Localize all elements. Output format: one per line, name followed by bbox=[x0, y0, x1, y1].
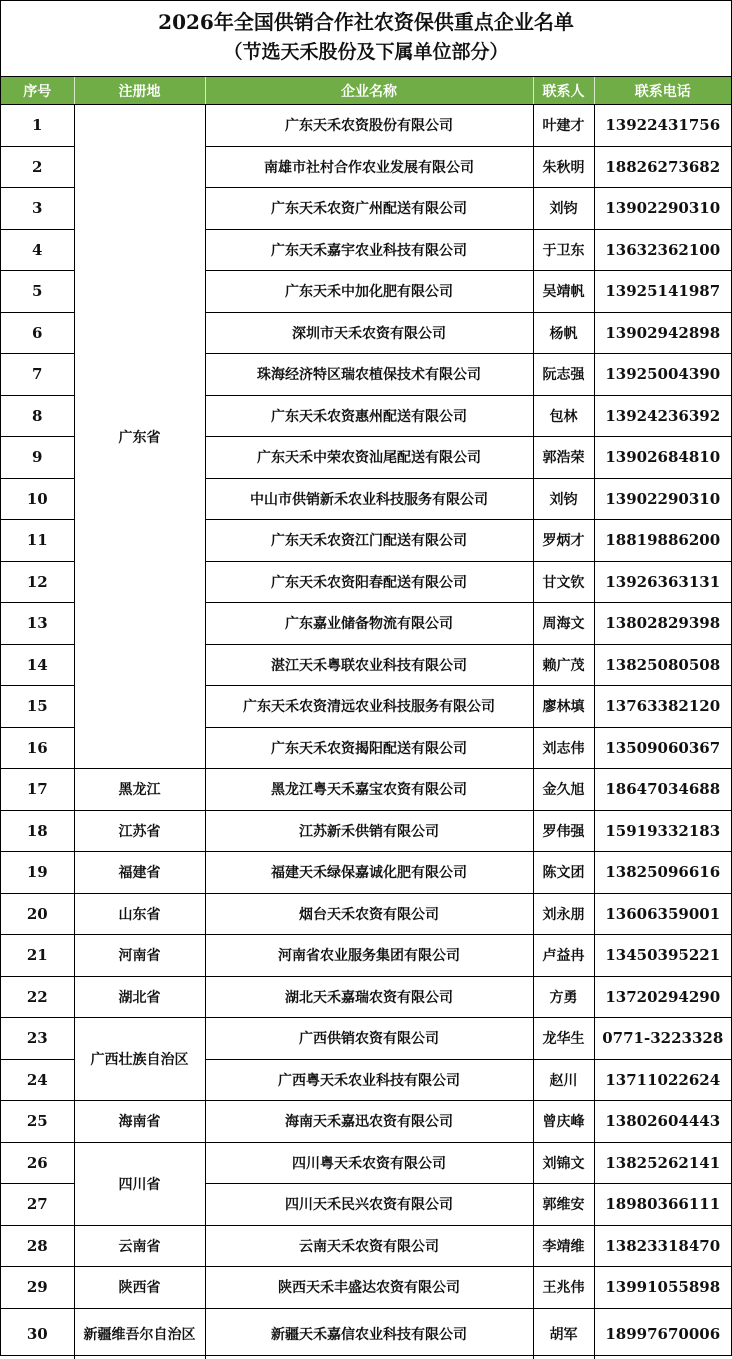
cell-contact[interactable]: 杨帆 bbox=[533, 312, 594, 354]
cell-region[interactable]: 云南省 bbox=[74, 1225, 205, 1267]
cell-company[interactable]: 广西供销农资有限公司 bbox=[205, 1018, 533, 1060]
cell-seq[interactable]: 5 bbox=[1, 271, 74, 313]
cell-company[interactable]: 南雄市社村合作农业发展有限公司 bbox=[205, 146, 533, 188]
header-region[interactable]: 注册地 bbox=[74, 77, 205, 105]
cell-seq[interactable]: 12 bbox=[1, 561, 74, 603]
cell-company[interactable]: 四川粤天禾农资有限公司 bbox=[205, 1142, 533, 1184]
cell-contact[interactable]: 吴靖帆 bbox=[533, 271, 594, 313]
cell-phone[interactable]: 13720294290 bbox=[594, 976, 731, 1018]
cell-seq[interactable]: 21 bbox=[1, 935, 74, 977]
cell-phone[interactable]: 13606359001 bbox=[594, 893, 731, 935]
document-subtitle: （节选天禾股份及下属单位部分） bbox=[223, 41, 509, 63]
table-row bbox=[1, 810, 731, 852]
cell-contact[interactable]: 卢益冉 bbox=[533, 935, 594, 977]
cell-seq[interactable]: 23 bbox=[1, 1018, 74, 1060]
cell-phone[interactable]: 18980366111 bbox=[594, 1184, 731, 1226]
enterprise-table bbox=[1, 77, 731, 1359]
cell-region[interactable]: 山东省 bbox=[74, 893, 205, 935]
cell-phone[interactable]: 13825262141 bbox=[594, 1142, 731, 1184]
cell-phone[interactable]: 13926363131 bbox=[594, 561, 731, 603]
cell-company[interactable]: 江苏新禾供销有限公司 bbox=[205, 810, 533, 852]
table-row bbox=[1, 1018, 731, 1060]
header-row bbox=[1, 77, 731, 105]
cell-contact[interactable]: 于卫东 bbox=[533, 229, 594, 271]
cell-company[interactable]: 广东天禾农资阳春配送有限公司 bbox=[205, 561, 533, 603]
cell-phone[interactable]: 13450395221 bbox=[594, 935, 731, 977]
cell-seq[interactable]: 16 bbox=[1, 727, 74, 769]
cell-company[interactable]: 广东天禾农资清远农业科技服务有限公司 bbox=[205, 686, 533, 728]
cell-company[interactable]: 黑龙江粤天禾嘉宝农资有限公司 bbox=[205, 769, 533, 811]
cell-seq[interactable]: 20 bbox=[1, 893, 74, 935]
cell-seq[interactable]: 13 bbox=[1, 603, 74, 645]
cell-company[interactable]: 广西粤天禾农业科技有限公司 bbox=[205, 1059, 533, 1101]
cell-phone[interactable]: 13902290310 bbox=[594, 478, 731, 520]
cell-contact[interactable]: 郭维安 bbox=[533, 1184, 594, 1226]
cell-phone[interactable]: 13802604443 bbox=[594, 1101, 731, 1143]
cell-seq[interactable]: 17 bbox=[1, 769, 74, 811]
cell-company[interactable]: 新疆天禾嘉信农业科技有限公司 bbox=[205, 1308, 533, 1359]
cell-phone[interactable]: 13823318470 bbox=[594, 1225, 731, 1267]
cell-phone[interactable]: 13902684810 bbox=[594, 437, 731, 479]
cell-contact[interactable]: 李靖维 bbox=[533, 1225, 594, 1267]
header-seq[interactable]: 序号 bbox=[1, 77, 74, 105]
cell-phone[interactable]: 13711022624 bbox=[594, 1059, 731, 1101]
table-row bbox=[1, 1267, 731, 1309]
cell-seq[interactable]: 27 bbox=[1, 1184, 74, 1226]
header-contact[interactable]: 联系人 bbox=[533, 77, 594, 105]
cell-region[interactable]: 湖北省 bbox=[74, 976, 205, 1018]
cell-seq[interactable]: 11 bbox=[1, 520, 74, 562]
cell-region[interactable]: 四川省 bbox=[74, 1142, 205, 1225]
header-company[interactable]: 企业名称 bbox=[205, 77, 533, 105]
cell-phone[interactable]: 13991055898 bbox=[594, 1267, 731, 1309]
cell-company[interactable]: 广东天禾农资广州配送有限公司 bbox=[205, 188, 533, 230]
cell-contact[interactable]: 陈文团 bbox=[533, 852, 594, 894]
cell-phone[interactable]: 13825096616 bbox=[594, 852, 731, 894]
table-row bbox=[1, 1308, 731, 1359]
cell-phone[interactable]: 13825080508 bbox=[594, 644, 731, 686]
cell-seq[interactable]: 8 bbox=[1, 395, 74, 437]
cell-phone[interactable]: 13902290310 bbox=[594, 188, 731, 230]
cell-seq[interactable]: 30 bbox=[1, 1308, 74, 1359]
table-row bbox=[1, 852, 731, 894]
cell-company[interactable]: 广东嘉业储备物流有限公司 bbox=[205, 603, 533, 645]
cell-contact[interactable]: 刘钧 bbox=[533, 188, 594, 230]
cell-seq[interactable]: 29 bbox=[1, 1267, 74, 1309]
cell-phone[interactable]: 13924236392 bbox=[594, 395, 731, 437]
cell-contact[interactable]: 周海文 bbox=[533, 603, 594, 645]
cell-company[interactable]: 海南天禾嘉迅农资有限公司 bbox=[205, 1101, 533, 1143]
cell-company[interactable]: 河南省农业服务集团有限公司 bbox=[205, 935, 533, 977]
cell-seq[interactable]: 15 bbox=[1, 686, 74, 728]
cell-phone[interactable]: 18997670006 bbox=[594, 1308, 731, 1359]
cell-contact[interactable]: 刘永朋 bbox=[533, 893, 594, 935]
cell-seq[interactable]: 26 bbox=[1, 1142, 74, 1184]
cell-company[interactable]: 广东天禾农资惠州配送有限公司 bbox=[205, 395, 533, 437]
table-row bbox=[1, 935, 731, 977]
cell-contact[interactable]: 叶建才 bbox=[533, 105, 594, 147]
cell-contact[interactable]: 曾庆峰 bbox=[533, 1101, 594, 1143]
cell-seq[interactable]: 1 bbox=[1, 105, 74, 147]
cell-contact[interactable]: 刘志伟 bbox=[533, 727, 594, 769]
cell-contact[interactable]: 刘锦文 bbox=[533, 1142, 594, 1184]
cell-company[interactable]: 福建天禾绿保嘉诚化肥有限公司 bbox=[205, 852, 533, 894]
cell-company[interactable]: 深圳市天禾农资有限公司 bbox=[205, 312, 533, 354]
table-row bbox=[1, 769, 731, 811]
cell-company[interactable]: 湛江天禾粤联农业科技有限公司 bbox=[205, 644, 533, 686]
cell-company[interactable]: 云南天禾农资有限公司 bbox=[205, 1225, 533, 1267]
cell-contact[interactable]: 郭浩荣 bbox=[533, 437, 594, 479]
cell-region[interactable]: 新疆维吾尔自治区 bbox=[74, 1308, 205, 1359]
cell-region[interactable]: 河南省 bbox=[74, 935, 205, 977]
cell-company[interactable]: 四川天禾民兴农资有限公司 bbox=[205, 1184, 533, 1226]
cell-region[interactable]: 广西壮族自治区 bbox=[74, 1018, 205, 1101]
cell-phone[interactable]: 18819886200 bbox=[594, 520, 731, 562]
cell-phone[interactable]: 18826273682 bbox=[594, 146, 731, 188]
cell-contact[interactable]: 金久旭 bbox=[533, 769, 594, 811]
cell-company[interactable]: 烟台天禾农资有限公司 bbox=[205, 893, 533, 935]
cell-contact[interactable]: 方勇 bbox=[533, 976, 594, 1018]
cell-contact[interactable]: 廖林填 bbox=[533, 686, 594, 728]
cell-company[interactable]: 广东天禾中加化肥有限公司 bbox=[205, 271, 533, 313]
cell-phone[interactable]: 13509060367 bbox=[594, 727, 731, 769]
cell-company[interactable]: 广东天禾农资江门配送有限公司 bbox=[205, 520, 533, 562]
header-phone[interactable]: 联系电话 bbox=[594, 77, 731, 105]
cell-seq[interactable]: 10 bbox=[1, 478, 74, 520]
cell-contact[interactable]: 朱秋明 bbox=[533, 146, 594, 188]
cell-seq[interactable]: 3 bbox=[1, 188, 74, 230]
cell-company[interactable]: 广东天禾嘉宇农业科技有限公司 bbox=[205, 229, 533, 271]
cell-phone[interactable]: 13925141987 bbox=[594, 271, 731, 313]
cell-contact[interactable]: 王兆伟 bbox=[533, 1267, 594, 1309]
cell-company[interactable]: 陕西天禾丰盛达农资有限公司 bbox=[205, 1267, 533, 1309]
cell-company[interactable]: 广东天禾农资股份有限公司 bbox=[205, 105, 533, 147]
cell-seq[interactable]: 28 bbox=[1, 1225, 74, 1267]
table-row bbox=[1, 105, 731, 147]
cell-company[interactable]: 中山市供销新禾农业科技服务有限公司 bbox=[205, 478, 533, 520]
document-title: 2026年全国供销合作社农资保供重点企业名单 bbox=[158, 10, 574, 34]
cell-region[interactable]: 陕西省 bbox=[74, 1267, 205, 1309]
cell-company[interactable]: 广东天禾中荣农资汕尾配送有限公司 bbox=[205, 437, 533, 479]
cell-contact[interactable]: 龙华生 bbox=[533, 1018, 594, 1060]
cell-contact[interactable]: 胡军 bbox=[533, 1308, 594, 1359]
cell-contact[interactable]: 包林 bbox=[533, 395, 594, 437]
cell-seq[interactable]: 24 bbox=[1, 1059, 74, 1101]
cell-company[interactable]: 湖北天禾嘉瑞农资有限公司 bbox=[205, 976, 533, 1018]
cell-phone[interactable]: 13902942898 bbox=[594, 312, 731, 354]
cell-seq[interactable]: 25 bbox=[1, 1101, 74, 1143]
cell-seq[interactable]: 14 bbox=[1, 644, 74, 686]
cell-seq[interactable]: 9 bbox=[1, 437, 74, 479]
table-row bbox=[1, 1225, 731, 1267]
cell-phone[interactable]: 13802829398 bbox=[594, 603, 731, 645]
cell-phone[interactable]: 13763382120 bbox=[594, 686, 731, 728]
cell-contact[interactable]: 赵川 bbox=[533, 1059, 594, 1101]
cell-region[interactable]: 江苏省 bbox=[74, 810, 205, 852]
cell-seq[interactable]: 19 bbox=[1, 852, 74, 894]
table-row bbox=[1, 1142, 731, 1184]
table-row bbox=[1, 1101, 731, 1143]
cell-seq[interactable]: 6 bbox=[1, 312, 74, 354]
cell-company[interactable]: 广东天禾农资揭阳配送有限公司 bbox=[205, 727, 533, 769]
cell-phone[interactable]: 0771-3223328 bbox=[594, 1018, 731, 1060]
table-row bbox=[1, 976, 731, 1018]
cell-contact[interactable]: 罗伟强 bbox=[533, 810, 594, 852]
cell-region[interactable]: 福建省 bbox=[74, 852, 205, 894]
cell-phone[interactable]: 15919332183 bbox=[594, 810, 731, 852]
cell-contact[interactable]: 赖广茂 bbox=[533, 644, 594, 686]
cell-phone[interactable]: 18647034688 bbox=[594, 769, 731, 811]
cell-contact[interactable]: 罗炳才 bbox=[533, 520, 594, 562]
table-row bbox=[1, 893, 731, 935]
cell-seq[interactable]: 2 bbox=[1, 146, 74, 188]
cell-seq[interactable]: 4 bbox=[1, 229, 74, 271]
cell-contact[interactable]: 刘钧 bbox=[533, 478, 594, 520]
cell-company[interactable]: 珠海经济特区瑞农植保技术有限公司 bbox=[205, 354, 533, 396]
cell-phone[interactable]: 13925004390 bbox=[594, 354, 731, 396]
cell-phone[interactable]: 13922431756 bbox=[594, 105, 731, 147]
cell-seq[interactable]: 18 bbox=[1, 810, 74, 852]
cell-region[interactable]: 黑龙江 bbox=[74, 769, 205, 811]
cell-seq[interactable]: 22 bbox=[1, 976, 74, 1018]
cell-seq[interactable]: 7 bbox=[1, 354, 74, 396]
cell-phone[interactable]: 13632362100 bbox=[594, 229, 731, 271]
title-block bbox=[1, 1, 731, 77]
cell-region[interactable]: 海南省 bbox=[74, 1101, 205, 1143]
cell-contact[interactable]: 甘文钦 bbox=[533, 561, 594, 603]
cell-contact[interactable]: 阮志强 bbox=[533, 354, 594, 396]
cell-region[interactable]: 广东省 bbox=[74, 105, 205, 769]
